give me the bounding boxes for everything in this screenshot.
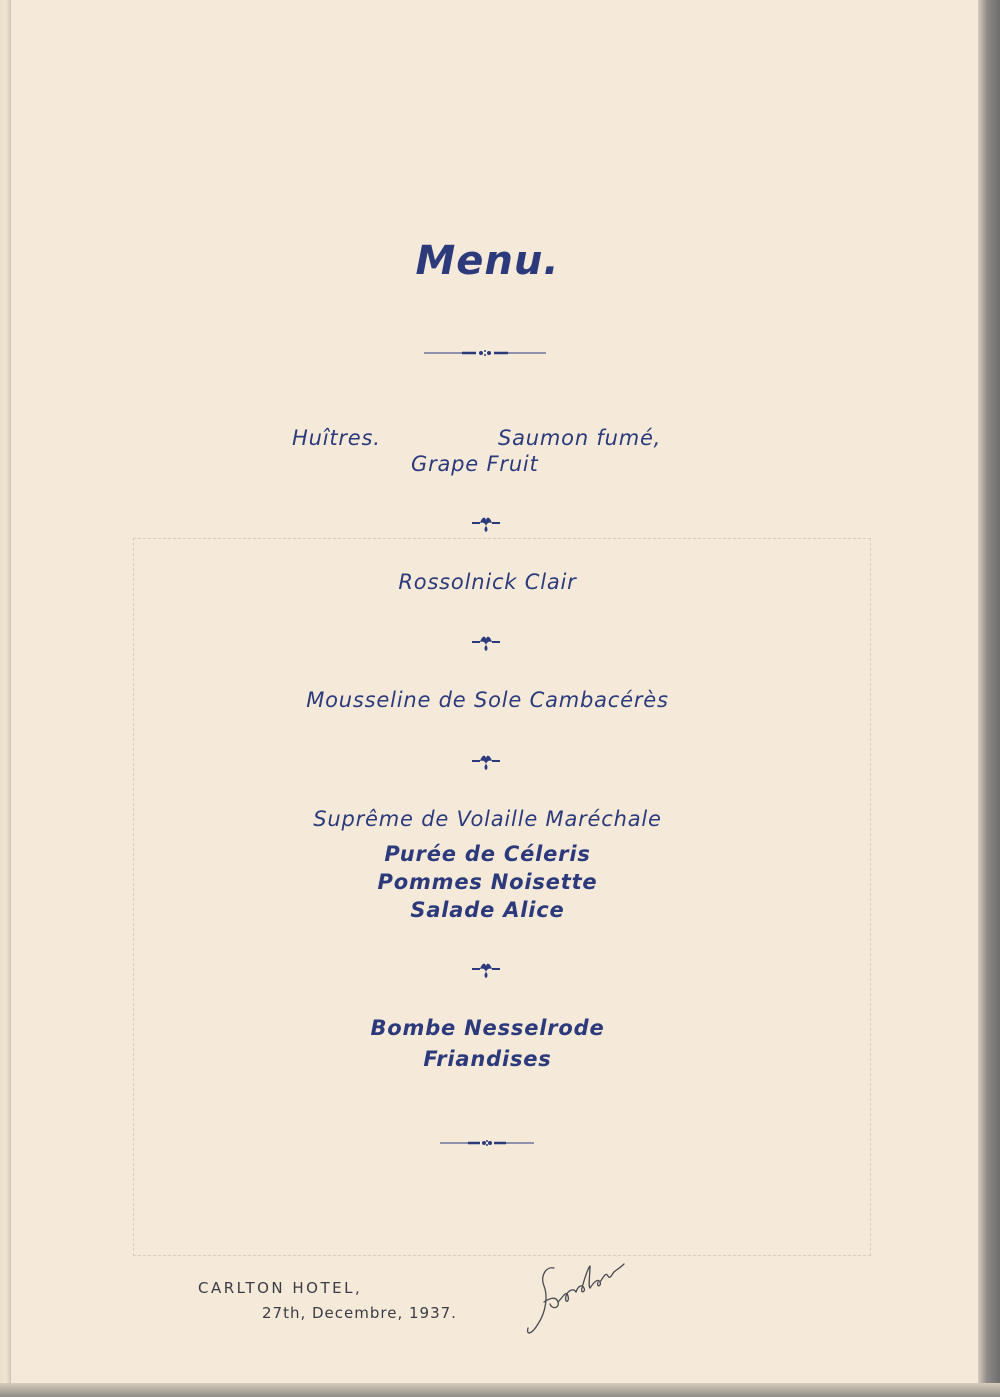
course-mousseline-de-sole: Mousseline de Sole Cambacérès — [306, 688, 669, 712]
course-rossolnick: Rossolnick Clair — [398, 570, 577, 594]
fleuron-ornament-icon — [470, 960, 502, 980]
fleuron-ornament-icon — [470, 752, 502, 772]
course-bombe-nesselrode: Bombe Nesselrode — [370, 1016, 605, 1040]
course-pommes-noisette: Pommes Noisette — [377, 870, 598, 894]
page-bottom-edge — [0, 1383, 1000, 1397]
fleuron-ornament-icon — [470, 633, 502, 653]
course-oysters: Huîtres. — [292, 426, 381, 450]
hotel-name: CARLTON HOTEL, — [198, 1279, 363, 1297]
divider-rule-icon — [440, 1138, 534, 1148]
course-friandises: Friandises — [423, 1047, 552, 1071]
course-supreme-de-volaille: Suprême de Volaille Maréchale — [313, 807, 662, 831]
course-salade-alice: Salade Alice — [410, 898, 565, 922]
plate-mark — [133, 538, 871, 1256]
course-puree-de-celeris: Purée de Céleris — [384, 842, 591, 866]
fleuron-ornament-icon — [470, 514, 502, 534]
menu-title: Menu. — [415, 238, 560, 284]
course-smoked-salmon: Saumon fumé, — [498, 426, 662, 450]
course-grapefruit: Grape Fruit — [411, 452, 539, 476]
page-right-edge — [978, 0, 1000, 1397]
menu-date: 27th, Decembre, 1937. — [262, 1304, 457, 1322]
handwritten-note-london — [520, 1262, 630, 1344]
divider-rule-icon — [424, 348, 546, 358]
